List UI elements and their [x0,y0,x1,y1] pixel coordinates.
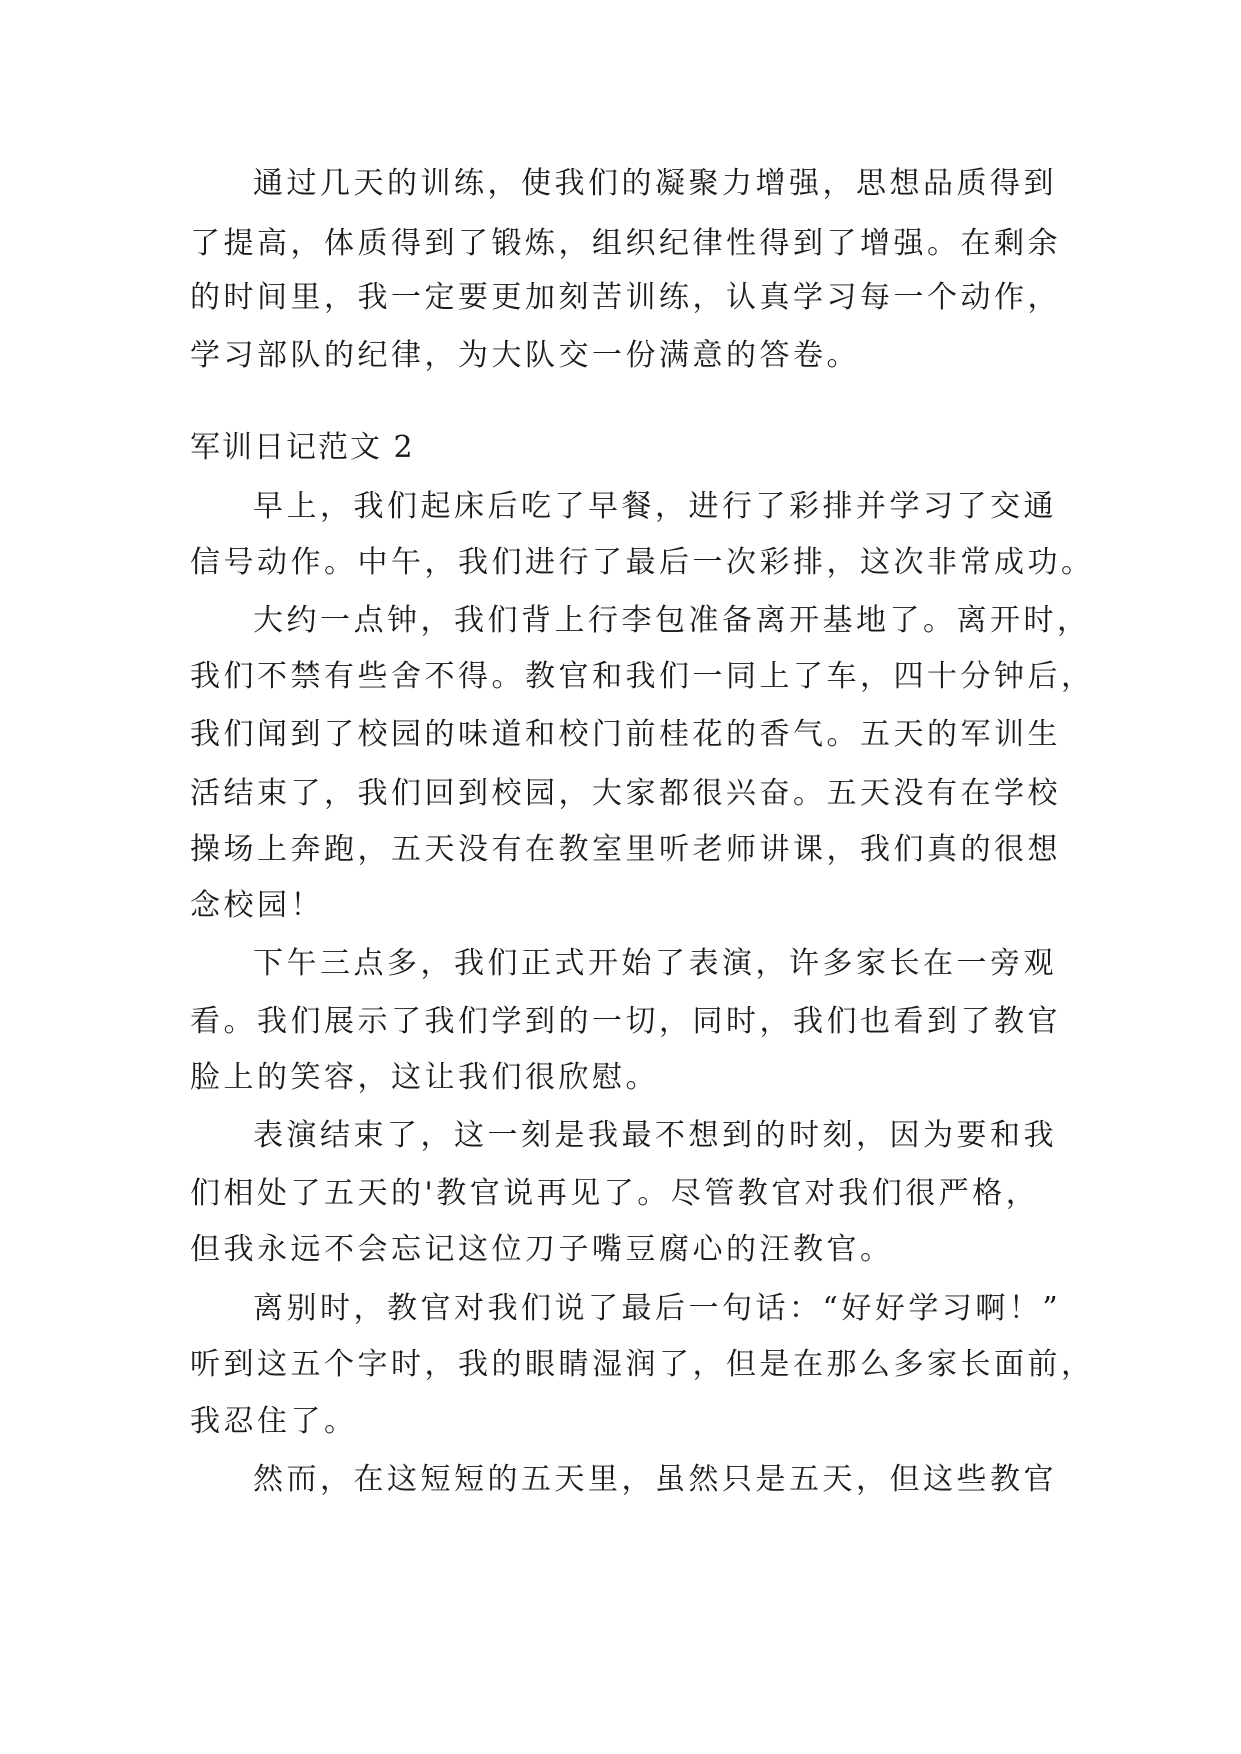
paragraph-line: 看。我们展示了我们学到的一切，同时，我们也看到了教官 [190,1004,1061,1039]
paragraph-line: 表演结束了，这一刻是我最不想到的时刻，因为要和我 [253,1118,1057,1153]
paragraph-line: 学习部队的纪律，为大队交一份满意的答卷。 [190,338,860,373]
paragraph-line: 的时间里，我一定要更加刻苦训练，认真学习每一个动作， [190,280,1061,315]
paragraph-line: 念校园！ [190,888,324,923]
paragraph-line: 我们不禁有些舍不得。教官和我们一同上了车，四十分钟后， [190,659,1095,694]
paragraph-line: 我们闻到了校园的味道和校门前桂花的香气。五天的军训生 [190,717,1061,752]
paragraph-line: 活结束了，我们回到校园，大家都很兴奋。五天没有在学校 [190,776,1061,811]
paragraph-line: 离别时，教官对我们说了最后一句话：“好好学习啊！” [253,1291,1062,1326]
paragraph-line: 大约一点钟，我们背上行李包准备离开基地了。离开时， [253,603,1091,638]
paragraph-line: 信号动作。中午，我们进行了最后一次彩排，这次非常成功。 [190,545,1095,580]
paragraph-line: 早上，我们起床后吃了早餐，进行了彩排并学习了交通 [253,489,1057,524]
paragraph-line: 听到这五个字时，我的眼睛湿润了，但是在那么多家长面前， [190,1347,1095,1382]
paragraph-line: 操场上奔跑，五天没有在教室里听老师讲课，我们真的很想 [190,832,1061,867]
section-heading: 军训日记范文 2 [190,430,415,465]
paragraph-line: 我忍住了。 [190,1404,358,1439]
paragraph-line: 脸上的笑容，这让我们很欣慰。 [190,1060,659,1095]
paragraph-line: 但我永远不会忘记这位刀子嘴豆腐心的汪教官。 [190,1232,894,1267]
paragraph-line: 了提高，体质得到了锻炼，组织纪律性得到了增强。在剩余 [190,226,1061,261]
paragraph-line: 然而，在这短短的五天里，虽然只是五天，但这些教官 [253,1462,1057,1497]
paragraph-line: 通过几天的训练，使我们的凝聚力增强，思想品质得到 [253,166,1057,201]
paragraph-line: 们相处了五天的'教官说再见了。尽管教官对我们很严格， [190,1176,1040,1211]
paragraph-line: 下午三点多，我们正式开始了表演，许多家长在一旁观 [253,946,1057,981]
